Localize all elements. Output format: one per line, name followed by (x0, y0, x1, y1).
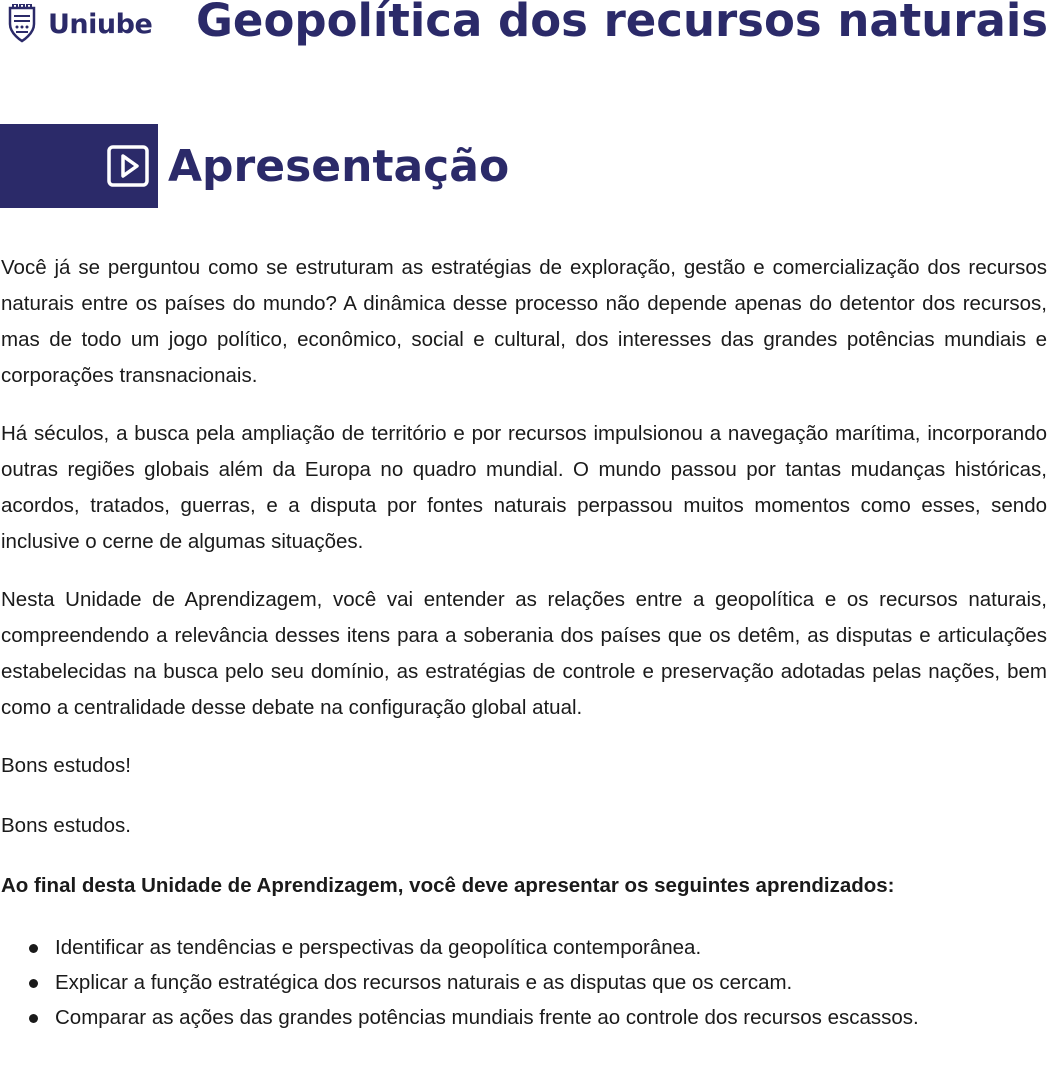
page-header (0, 0, 1048, 60)
paragraph-unit: Nesta Unidade de Aprendizagem, você vai entender as relações entre a geopolítica e os recursos naturais, compreendendo a relevância desses itens para a soberania dos países que os detêm, as disputas e articulações estabelecidas na busca pelo seu domínio, as estratégias de controle e preservação adotadas pelas nações, bem como a centralidade desse debate na configuração global atual. (1, 588, 1047, 719)
section-title: Apresentação (168, 140, 510, 192)
uniube-logo[interactable] (4, 4, 152, 44)
section-header (0, 124, 509, 208)
list-item: Identificar as tendências e perspectivas da geopolítica contemporânea. (55, 930, 1047, 965)
logo-text: Uniube (48, 8, 153, 40)
paragraph-greeting-2: Bons estudos. (1, 814, 131, 837)
paragraph-intro: Você já se perguntou como se estruturam as estratégias de exploração, gestão e comercialização dos recursos naturais entre os países do mundo? A dinâmica desse processo não depende apenas do detentor dos recursos, mas de todo um jogo político, econômico, social e cultural, dos interesses das grandes potências mundiais e corporações transnacionais. (1, 256, 1047, 387)
list-item: Explicar a função estratégica dos recursos naturais e as disputas que os cercam. (55, 965, 1047, 1000)
document-title: Geopolítica dos recursos naturais (196, 0, 1048, 47)
list-item: Comparar as ações das grandes potências mundiais frente ao controle dos recursos escassos. (55, 1000, 1047, 1035)
paragraph-greeting: Bons estudos! (1, 754, 131, 777)
objectives-list (1, 930, 1047, 1035)
content-body (1, 250, 1047, 1035)
play-icon (106, 144, 150, 188)
section-badge (0, 124, 158, 208)
shield-logo-icon (4, 4, 40, 44)
paragraph-history: Há séculos, a busca pela ampliação de território e por recursos impulsionou a navegação marítima, incorporando outras regiões globais além da Europa no quadro mundial. O mundo passou por tantas mudanças históricas, acordos, tratados, guerras, e a disputa por fontes naturais perpassou muitos momentos como esses, sendo inclusive o cerne de algumas situações. (1, 422, 1047, 553)
objectives-intro: Ao final desta Unidade de Aprendizagem, você deve apresentar os seguintes aprendizados: (1, 874, 895, 897)
